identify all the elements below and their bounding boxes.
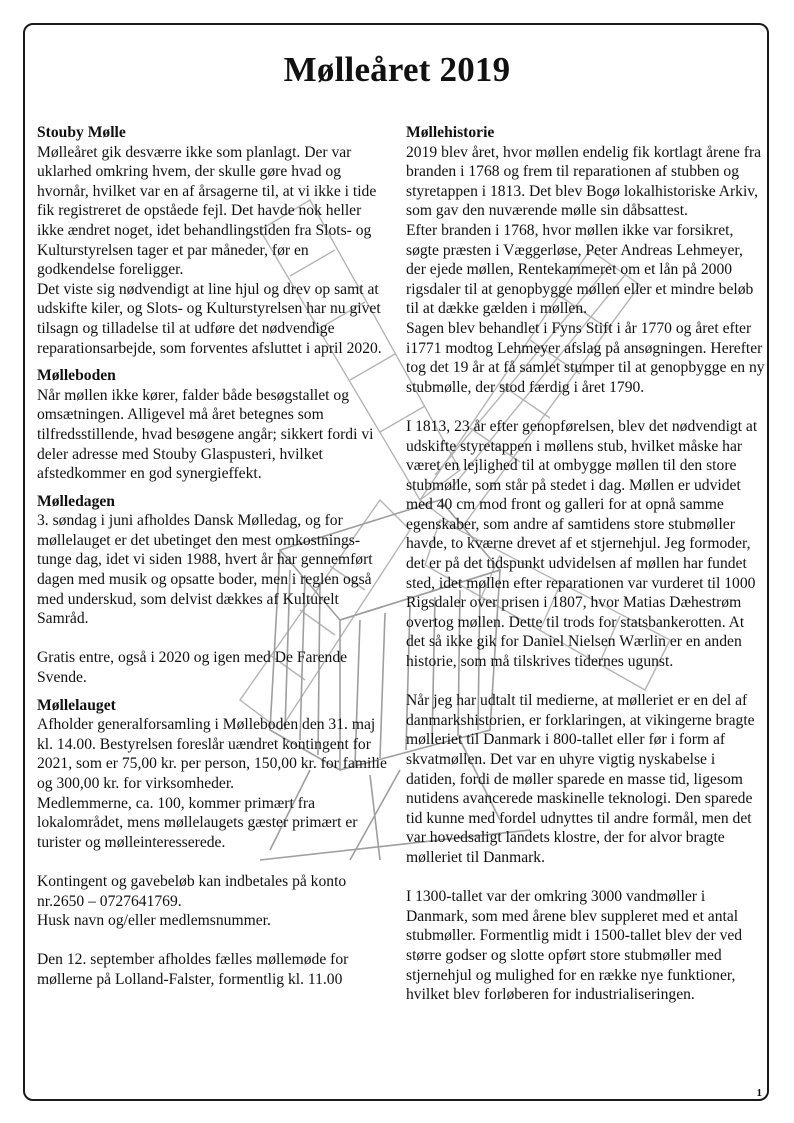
section-mollelauget	[37, 696, 389, 990]
section-heading: Mølleboden	[37, 367, 116, 385]
paragraph: 2019 blev året, hvor møllen endelig fik kortlagt årene fra branden i 1768 og frem til reparationen af stubben og styretappen i 1813. Det blev Bogø lokalhistoriske Arkiv, som gav den nuværende mølle sin dåbsattest.	[406, 143, 762, 220]
left-column	[37, 123, 389, 998]
section-heading: Stouby Mølle	[37, 124, 126, 141]
section-heading: Mølledagen	[37, 492, 115, 510]
paragraph: 3. søndag i juni afholdes Dansk Mølledag, og for møllelauget er det ubetinget den mest omkostnings-tunge dag, idet vi siden 1988, hvert år har gennemført dagen med musik og opsatte boder, men i reglen også med underskud, som delvist dækkes af Kulturelt Samråd.	[37, 512, 373, 628]
paragraph: Når møllen ikke kører, falder både besøgstallet og omsætningen. Alligevel må året betegnes som tilfredsstillende, hvad besøgene angår; sikkert fordi vi deler adresse med Stouby Glaspusteri, hvilket afstedkommer en god synergieffekt.	[37, 386, 374, 483]
paragraph: Efter branden i 1768, hvor møllen ikke var forsikret, søgte præsten i Væggerløse, Peter Andreas Lehmeyer, der ejede møllen, Rentekammeret om et lån på 2000 rigsdaler til at genopbygge møllen eller et mindre beløb til at dække gælden i møllen.	[406, 221, 754, 318]
paragraph: Husk navn og/eller medlemsnummer.	[37, 912, 271, 930]
section-molleboden	[37, 366, 389, 484]
paragraph: Gratis entre, også i 2020 og igen med De Farende Svende.	[37, 649, 348, 687]
paragraph: Sagen blev behandlet i Fyns Stift i år 1770 og året efter i1771 modtog Lehmeyer afslag på ansøgningen. Herefter tog det 19 år at få samlet stumper til at genopbygge en ny stubmølle, der stod færdig i året 1790.	[406, 319, 765, 396]
section-heading: Møllehistorie	[406, 124, 495, 141]
paragraph: Den 12. september afholdes fælles møllemøde for møllerne på Lolland-Falster, formentlig kl. 11.00	[37, 951, 349, 988]
paragraph: I 1813, 23 år efter genopførelsen, blev det nødvendigt at udskifte styretappen i møllens stub, hvilket måske har været en lejlighed til at ombygge møllen til den store stubmølle, som står på stedet i dag. Møllen er udvidet med 40 cm mod front og galleri for at opnå samme egenskaber, som andre af samtidens store stubmøller havde, to kværne drevet af et stjernehjul. Jeg formoder, det er på det tidspunkt udvidelsen af møllen har fundet sted, idet møllen efter reparationen var vurderet til 1000 Rigsdaler over prisen i 1807, hvor Matias Dæhestrøm overtog møllen. Dette til trods for statsbankerotten. At det så ikke gik for Daniel Nielsen Wærlin er en anden historie, som må tilskrives tidernes ugunst.	[406, 417, 758, 671]
section-stouby-molle	[37, 123, 389, 358]
section-molledagen	[37, 492, 389, 688]
paragraph: Det viste sig nødvendigt at line hjul og drev op samt at udskifte kiler, og Slots- og Kulturstyrelsen har nu givet tilsagn og tilladelse til at udføre det nødvendige reparationsarbejde, som forventes afsluttet i april 2020.	[37, 280, 382, 357]
page-number: 1	[756, 1087, 762, 1099]
right-column	[406, 123, 766, 1013]
paragraph: I 1300-tallet var der omkring 3000 vandmøller i Danmark, som med årene blev suppleret med et antal stubmøller. Formentlig midt i 1500-tallet blev der ved større godser og slotte opført store stubmøller med stjernehjul og mulighed for en række nye funktioner, hvilket blev forløberen for industrialiseringen.	[406, 888, 743, 1004]
paragraph: Afholder generalforsamling i Mølleboden den 31. maj kl. 14.00. Bestyrelsen foreslår uændret kontingent for 2021, som er 75,00 kr. per person, 150,00 kr. for familie og 300,00 kr. for virksomheder.	[37, 716, 387, 792]
section-heading: Møllelauget	[37, 696, 116, 714]
page-title: Mølleåret 2019	[283, 50, 511, 89]
paragraph: Mølleåret gik desværre ikke som planlagt. Der var uklarhed omkring hvem, der skulle gøre hvad og hvornår, hvilket var en af årsagerne til, at vi ikke i tide fik registreret de opståede fejl. Det havde nok heller ikke ændret noget, idet behandlingstiden fra Slots- og Kulturstyrelsen tager et par måneder, før en godkendelse foreligger.	[37, 143, 377, 279]
paragraph: Medlemmerne, ca. 100, kommer primært fra lokalområdet, mens møllelaugets gæster primært er turister og mølleinteresserede.	[37, 794, 358, 851]
section-mollehistorie	[406, 123, 766, 1005]
paragraph: Når jeg har udtalt til medierne, at mølleriet er en del af danmarkshistorien, er forklaringen, at vikingerne bragte mølleriet til Danmark i 800-tallet eller før i form af skvatmøllen. Det var en uhyre vigtig nyskabelse i datiden, fordi de møller sparede en masse tid, ligesom nutidens avancerede maskinelle teknologi. Den sparede tid kunne med fordel udnyttes til andre formål, men det var hovedsaligt landets klostre, der for alvor bragte mølleriet til Danmark.	[406, 692, 755, 866]
paragraph: Kontingent og gavebeløb kan indbetales på konto nr.2650 – 0727641769.	[37, 872, 347, 910]
